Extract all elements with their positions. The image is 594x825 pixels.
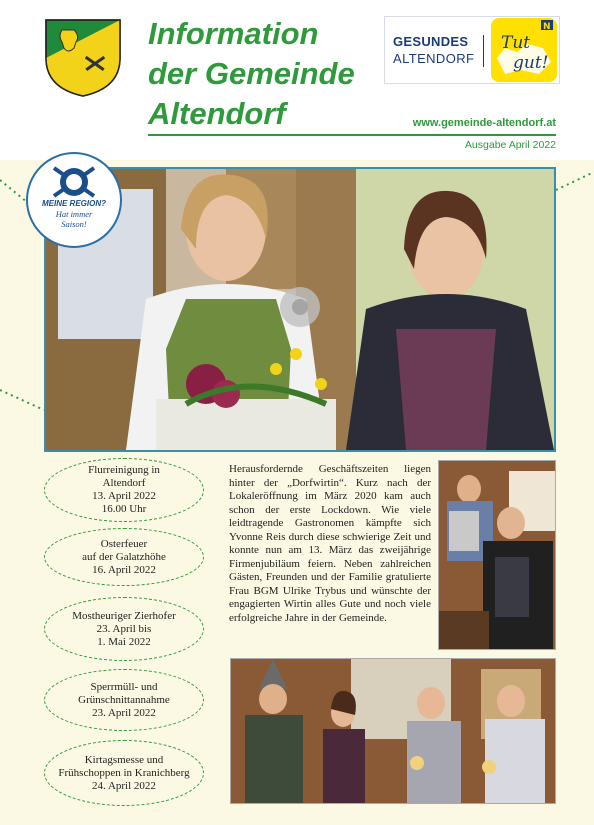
group-photo — [230, 658, 556, 804]
event-text: Kirtagsmesse und Frühschoppen in Kranichberg 24. April 2022 — [58, 753, 190, 792]
logo-line-1: GESUNDES — [393, 34, 469, 49]
logo-line-2: ALTENDORF — [393, 51, 475, 66]
event-text: Sperrmüll- und Grünschnittannahme 23. April 2022 — [78, 680, 170, 719]
municipal-crest — [44, 18, 122, 98]
badge-line-2 — [28, 209, 120, 229]
event-item — [44, 458, 204, 522]
event-item — [44, 740, 204, 806]
event-item — [44, 597, 204, 661]
event-text: Flurreinigung in Altendorf 13. April 2022 16.00 Uhr — [88, 464, 160, 515]
badge-line-3-text: Saison! — [61, 219, 87, 229]
badge-line-1: MEINE REGION? — [41, 199, 106, 208]
title-line-1: Information — [148, 16, 319, 51]
logo-separator — [483, 35, 484, 67]
article-body: Herausfordernde Geschäftszeiten liegen hinter der „Dorfwirtin“. Kurz nach der Lokaleröffnung im März 2020 kam auch schon der erste Lockdown. Wie viele leidtragende Gastronomen kämpfte sich Yvonne Reis durch diese schwierige Zeit und konnte nun am 13. März das zweijährige Firmenjubiläum feiern. Neben zahlreichen Gästen, Freunden und der Familie gratulierte Frau BGM Ulrike Trybus und wünschte der engagierten Wirtin alles Gute und noch viele erfolgreiche Jahre in der Gemeinde. — [229, 463, 431, 624]
edition-label: Ausgabe April 2022 — [464, 139, 556, 151]
website-url[interactable]: www.gemeinde-altendorf.at — [412, 117, 556, 129]
title-line-3: Altendorf — [148, 96, 286, 131]
event-item — [44, 669, 204, 731]
cutlery-icon — [28, 154, 120, 204]
header-rule — [148, 134, 556, 136]
gut-text: gut! — [513, 53, 549, 73]
event-text: Osterfeuer auf der Galatzhöhe 16. April 2022 — [82, 537, 166, 576]
logo-corner-letter: N — [543, 22, 551, 32]
event-text: Mostheuriger Zierhofer 23. April bis 1. Mai 2022 — [72, 609, 176, 648]
event-item — [44, 528, 204, 586]
gesundes-altendorf-logo — [384, 16, 560, 84]
title-line-2: der Gemeinde — [148, 56, 355, 91]
tut-text: Tut — [501, 33, 531, 53]
badge-line-2-text: Hat immer — [55, 209, 93, 219]
meine-region-badge — [26, 152, 122, 248]
tut-gut-logo — [491, 18, 557, 82]
accordion-musicians-photo — [438, 460, 556, 650]
newsletter-title — [148, 14, 378, 134]
